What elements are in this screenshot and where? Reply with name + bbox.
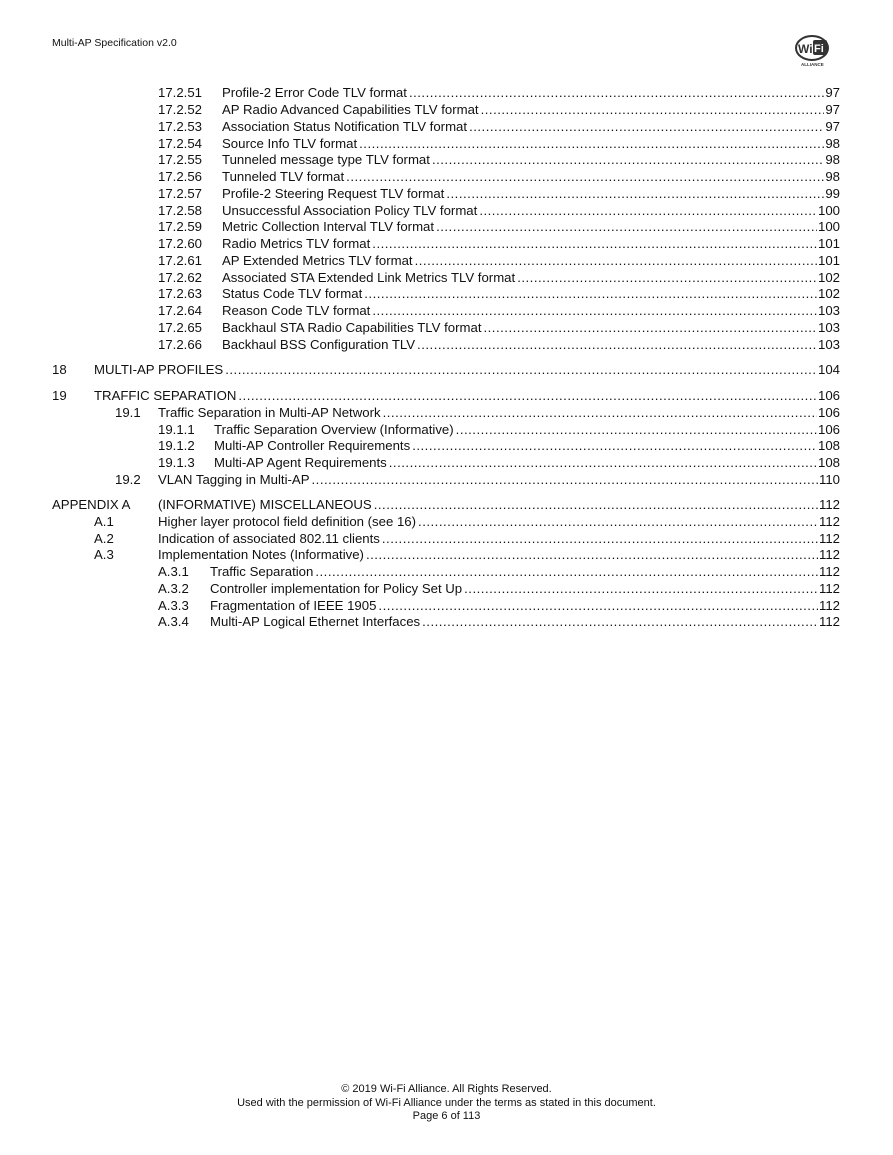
toc-entry-number: A.3.2 (158, 581, 189, 596)
footer-permission: Used with the permission of Wi-Fi Alliance under the terms as stated in this document. (237, 1096, 656, 1109)
toc-dot-leader (359, 135, 824, 152)
toc-entry-title: Unsuccessful Association Policy TLV format (222, 202, 478, 218)
toc-dot-leader (517, 269, 817, 286)
toc-entry-page: 106 (817, 405, 840, 420)
toc-entry-number: 17.2.64 (158, 303, 202, 318)
toc-entry-page: 106 (817, 388, 840, 403)
toc-entry-title: Source Info TLV format (222, 135, 358, 151)
toc-dot-leader (417, 336, 817, 353)
toc-entry-title: Tunneled message type TLV format (222, 152, 430, 167)
toc-entry-title: Controller implementation for Policy Set Up (210, 581, 463, 596)
toc-entry-number: 17.2.65 (158, 320, 202, 335)
toc-dot-leader (346, 168, 824, 185)
toc-entry-title: Profile-2 Steering Request TLV format (222, 186, 445, 201)
toc-dot-leader (366, 546, 818, 563)
toc-dot-leader (412, 437, 817, 454)
toc-dot-leader (432, 151, 824, 168)
toc-entry[interactable] (0, 101, 893, 118)
toc-entry-title: Traffic Separation in Multi-AP Network (158, 405, 381, 420)
toc-entry-page: 97 (825, 85, 840, 100)
toc-dot-leader (464, 580, 818, 597)
toc-entry-number: 17.2.61 (158, 253, 202, 268)
toc-entry[interactable] (0, 135, 893, 152)
toc-entry-page: 112 (818, 564, 840, 579)
toc-entry-number: 17.2.57 (158, 186, 202, 201)
toc-entry-page: 100 (817, 202, 840, 218)
toc-entry-title: Multi-AP Logical Ethernet Interfaces (210, 614, 421, 629)
toc-entry[interactable] (0, 252, 893, 269)
toc-entry[interactable] (0, 496, 893, 513)
toc-entry-page: 110 (818, 471, 840, 487)
toc-entry-number: 19.2 (115, 471, 141, 487)
toc-entry-page: 103 (817, 336, 840, 352)
toc-entry-title: VLAN Tagging in Multi-AP (158, 471, 310, 487)
toc-entry-number: 19.1 (115, 405, 141, 420)
toc-entry-title: Metric Collection Interval TLV format (222, 219, 435, 234)
document-title: Multi-AP Specification v2.0 (52, 37, 177, 49)
toc-entry-page: 100 (817, 219, 840, 234)
toc-entry-number: 19.1.2 (158, 438, 195, 453)
toc-entry-title: Associated STA Extended Link Metrics TLV format (222, 269, 516, 285)
toc-entry[interactable] (0, 513, 893, 530)
toc-dot-leader (436, 218, 817, 235)
toc-dot-leader (483, 319, 817, 336)
toc-dot-leader (382, 530, 818, 547)
toc-entry-number: 17.2.54 (158, 135, 202, 151)
toc-entry-number: 17.2.58 (158, 202, 202, 218)
toc-entry-title: MULTI-AP PROFILES (94, 362, 224, 377)
toc-entry-page: 112 (818, 581, 840, 596)
toc-entry-title: Traffic Separation (210, 564, 314, 579)
toc-entry-number: 17.2.55 (158, 152, 202, 167)
toc-entry-page: 97 (825, 119, 840, 134)
toc-entry[interactable] (0, 336, 893, 353)
footer-page-number: Page 6 of 113 (412, 1110, 481, 1122)
toc-entry-number: A.3.4 (158, 614, 189, 629)
toc-dot-leader (415, 252, 817, 269)
toc-dot-leader (364, 285, 817, 302)
toc-dot-leader (374, 496, 818, 513)
toc-entry-number: A.3 (94, 547, 114, 562)
toc-entry-title: Backhaul STA Radio Capabilities TLV format (222, 320, 482, 335)
toc-entry-title: Profile-2 Error Code TLV format (222, 85, 407, 100)
toc-entry[interactable] (0, 471, 893, 488)
toc-dot-leader (409, 84, 824, 101)
toc-entry-title: Backhaul BSS Configuration TLV (222, 336, 416, 352)
toc-entry-title: Association Status Notification TLV format (222, 119, 468, 134)
toc-dot-leader (481, 101, 825, 118)
toc-entry-page: 112 (818, 514, 840, 529)
toc-entry[interactable] (0, 218, 893, 235)
toc-entry[interactable] (0, 546, 893, 563)
toc-entry-title: Multi-AP Agent Requirements (214, 455, 387, 470)
toc-dot-leader (469, 118, 824, 135)
toc-entry[interactable] (0, 302, 893, 319)
toc-entry-number: 17.2.63 (158, 286, 202, 301)
toc-entry[interactable] (0, 454, 893, 471)
toc-entry-page: 112 (818, 614, 840, 629)
toc-entry-number: A.3.3 (158, 597, 189, 613)
toc-entry[interactable] (0, 269, 893, 286)
logo-fi: Fi (814, 43, 824, 55)
toc-entry-number: 17.2.52 (158, 102, 202, 117)
toc-dot-leader (372, 235, 817, 252)
toc-entry-page: 112 (818, 530, 840, 546)
logo-alliance: ALLIANCE (801, 62, 824, 67)
toc-entry-title: (INFORMATIVE) MISCELLANEOUS (158, 497, 372, 512)
toc-entry-number: 17.2.51 (158, 85, 202, 100)
toc-dot-leader (383, 404, 817, 421)
toc-entry-page: 101 (817, 236, 840, 251)
toc-entry[interactable] (0, 404, 893, 421)
toc-entry-title: Tunneled TLV format (222, 169, 345, 184)
toc-dot-leader (238, 387, 817, 404)
toc-entry[interactable] (0, 361, 893, 378)
toc-entry-page: 101 (817, 253, 840, 268)
toc-entry[interactable] (0, 437, 893, 454)
toc-entry[interactable] (0, 580, 893, 597)
logo-wi: Wi (798, 42, 813, 56)
toc-entry-page: 106 (817, 421, 840, 437)
toc-entry-number: 17.2.59 (158, 219, 202, 234)
toc-entry-title: TRAFFIC SEPARATION (94, 388, 237, 403)
toc-dot-leader (389, 454, 817, 471)
toc-entry[interactable] (0, 151, 893, 168)
toc-entry[interactable] (0, 530, 893, 547)
toc-entry[interactable] (0, 387, 893, 404)
toc-entry-page: 99 (825, 186, 840, 201)
toc-entry[interactable] (0, 84, 893, 101)
toc-entry-number: 18 (52, 362, 67, 377)
toc-entry-number: 17.2.53 (158, 119, 202, 134)
toc-entry[interactable] (0, 613, 893, 630)
toc-entry-number: 17.2.60 (158, 236, 202, 251)
toc-dot-leader (378, 597, 818, 614)
toc-entry-number: A.3.1 (158, 564, 189, 579)
toc-entry-page: 102 (817, 269, 840, 285)
toc-dot-leader (372, 302, 817, 319)
toc-entry-title: AP Radio Advanced Capabilities TLV format (222, 102, 479, 117)
toc-entry[interactable] (0, 235, 893, 252)
toc-dot-leader (418, 513, 818, 530)
toc-entry-page: 112 (818, 497, 840, 512)
toc-entry-page: 112 (818, 597, 840, 613)
toc-dot-leader (312, 471, 818, 488)
toc-entry-page: 112 (818, 547, 840, 562)
toc-entry-title: Traffic Separation Overview (Informative) (214, 421, 454, 437)
toc-entry[interactable] (0, 202, 893, 219)
toc-entry-number: 19.1.3 (158, 455, 195, 470)
toc-entry-title: Status Code TLV format (222, 286, 363, 301)
toc-entry[interactable] (0, 285, 893, 302)
toc-dot-leader (446, 185, 824, 202)
toc-entry-number: 17.2.66 (158, 336, 202, 352)
toc-entry-title: Reason Code TLV format (222, 303, 371, 318)
toc-entry-page: 103 (817, 320, 840, 335)
toc-entry-page: 98 (825, 169, 840, 184)
toc-entry-title: Higher layer protocol field definition (see 16) (158, 514, 417, 529)
toc-entry-title: Implementation Notes (Informative) (158, 547, 364, 562)
wifi-alliance-logo (792, 34, 836, 70)
toc-entry-page: 108 (817, 455, 840, 470)
toc-entry-title: Multi-AP Controller Requirements (214, 438, 411, 453)
toc-entry-page: 102 (817, 286, 840, 301)
toc-entry-number: 17.2.56 (158, 169, 202, 184)
toc-dot-leader (422, 613, 818, 630)
toc-entry-number: APPENDIX A (52, 497, 131, 512)
toc-entry[interactable] (0, 597, 893, 614)
toc-dot-leader (479, 202, 817, 219)
toc-entry[interactable] (0, 185, 893, 202)
toc-entry-number: 19 (52, 388, 67, 403)
toc-entry-title: Indication of associated 802.11 clients (158, 530, 380, 546)
toc-entry-number: A.2 (94, 530, 114, 546)
toc-entry[interactable] (0, 563, 893, 580)
toc-entry-page: 98 (825, 135, 840, 151)
footer-copyright: © 2019 Wi-Fi Alliance. All Rights Reserved. (341, 1083, 552, 1095)
toc-entry-page: 97 (825, 102, 840, 117)
toc-entry-page: 103 (817, 303, 840, 318)
toc-entry[interactable] (0, 168, 893, 185)
toc-entry-title: Fragmentation of IEEE 1905 (210, 597, 377, 613)
toc-entry[interactable] (0, 118, 893, 135)
toc-entry-number: A.1 (94, 514, 114, 529)
toc-entry-page: 98 (825, 152, 840, 167)
toc-entry-page: 104 (817, 362, 840, 377)
toc-entry-page: 108 (817, 438, 840, 453)
toc-dot-leader (315, 563, 818, 580)
toc-entry[interactable] (0, 319, 893, 336)
toc-entry-number: 19.1.1 (158, 421, 195, 437)
toc-dot-leader (225, 361, 817, 378)
toc-entry-title: AP Extended Metrics TLV format (222, 253, 413, 268)
toc-entry-number: 17.2.62 (158, 269, 202, 285)
toc-entry-title: Radio Metrics TLV format (222, 236, 371, 251)
toc-entry[interactable] (0, 421, 893, 438)
toc-dot-leader (456, 421, 817, 438)
